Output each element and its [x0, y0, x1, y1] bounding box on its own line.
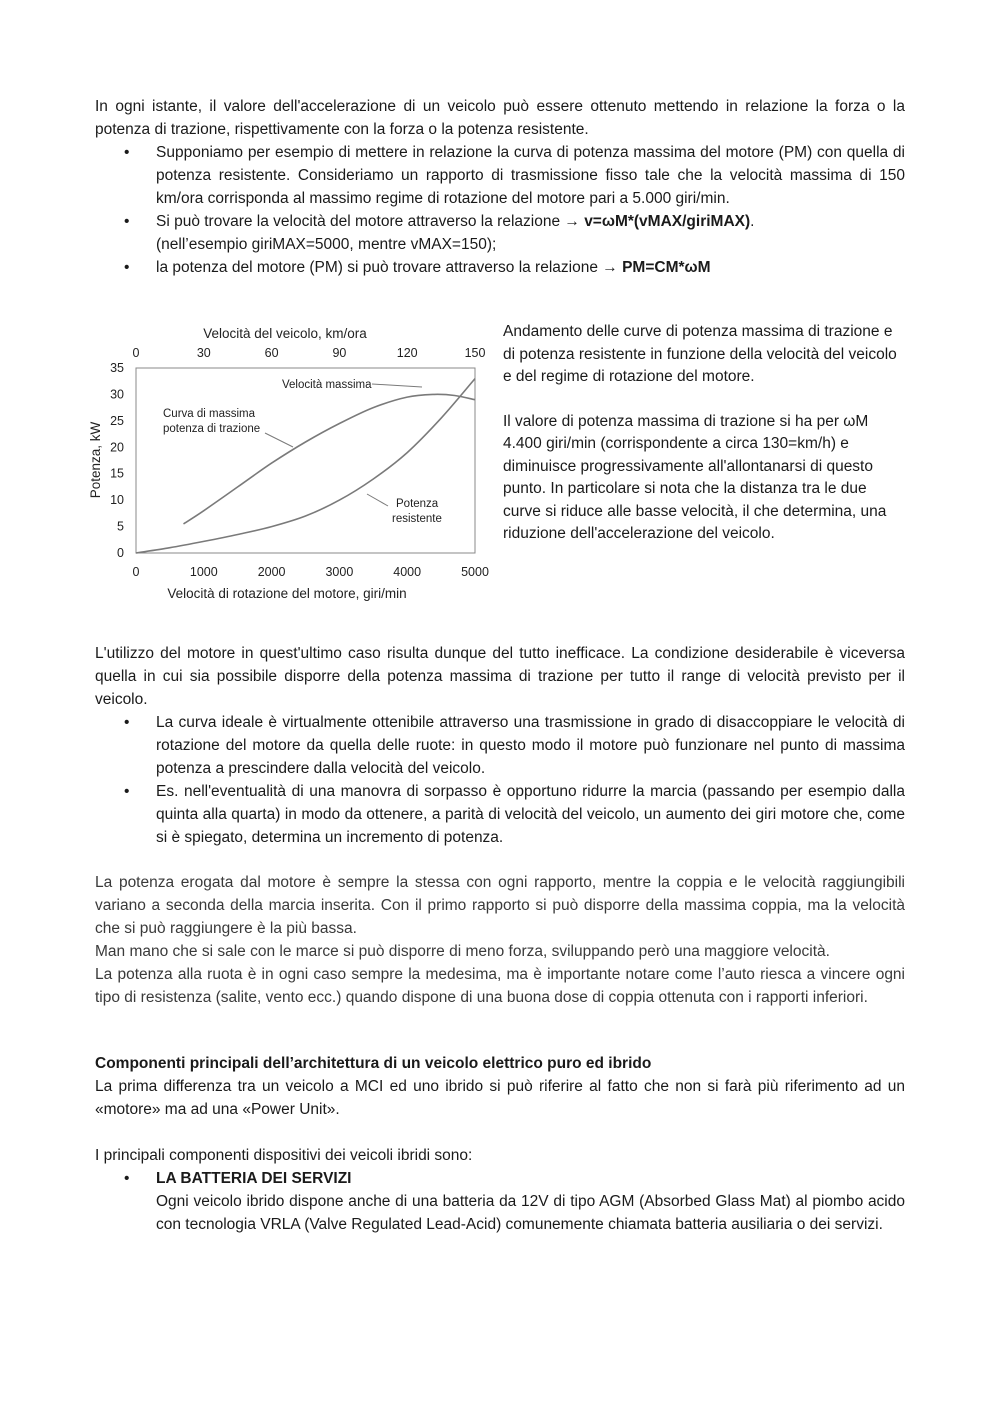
top-axis-label: Velocità del veicolo, km/ora [203, 326, 367, 341]
power-chart-svg [85, 318, 495, 608]
list-item: • La curva ideale è virtualmente ottenibile attraverso una trasmissione in grado di disaccoppiare le velocità di rotazione del motore da quella delle ruote: in questo modo il motore può funzionare nel punto di massima potenza a prescindere dalla velocità del veicolo. [95, 711, 905, 780]
intro-bullet-list [95, 141, 905, 279]
y-tick-label: 20 [110, 440, 124, 455]
part2-bullet-list [95, 711, 905, 849]
x-axis-label: Velocità di rotazione del motore, giri/min [167, 586, 407, 601]
part3-section [95, 871, 905, 1009]
part2-section [95, 642, 905, 849]
x-tick-labels [133, 565, 489, 579]
plot-frame [136, 368, 475, 553]
y-tick-label: 35 [110, 361, 124, 375]
bullet-text-end: . [750, 213, 755, 230]
caption-paragraph: Andamento delle curve di potenza massima di trazione e di potenza resistente in funzione della velocità del veicolo e del regime di rotazione del motore. [503, 323, 897, 385]
x-tick-label: 0 [132, 565, 140, 579]
annotation-leader-curva [265, 433, 293, 447]
part3-paragraph-2: Man mano che si sale con le marce si può disporre di meno forza, sviluppando però una maggiore velocità. [95, 943, 830, 960]
top-tick-label: 30 [196, 346, 211, 360]
top-tick-label: 60 [264, 346, 279, 360]
part4-section [95, 1052, 905, 1236]
y-tick-label: 25 [110, 413, 124, 428]
x-tick-label: 4000 [393, 565, 422, 579]
top-tick-labels [133, 346, 486, 360]
list-item [95, 256, 905, 279]
annotation-potenza-1: Potenza [396, 498, 439, 510]
power-chart [85, 318, 495, 608]
top-tick-label: 0 [132, 346, 140, 360]
x-tick-label: 2000 [257, 565, 286, 579]
series-line-potenza-resistente [136, 379, 475, 553]
y-tick-label: 5 [117, 519, 124, 534]
y-tick-labels [110, 361, 124, 560]
x-tick-label: 1000 [189, 565, 218, 579]
part2-paragraph: L'utilizzo del motore in quest'ultimo caso risulta dunque del tutto inefficace. La condizione desiderabile è viceversa quella in cui sia possibile disporre della potenza massima di trazione per tutto il range di velocità previsto per il veicolo. [95, 645, 905, 708]
component-title: LA BATTERIA DEI SERVIZI [156, 1170, 352, 1187]
intro-section [95, 95, 905, 279]
top-tick-label: 150 [464, 346, 486, 360]
list-item: • Es. nell'eventualità di una manovra di sorpasso è opportuno ridurre la marcia (passando per esempio dalla quinta alla quarta) in modo da ottenere, a parità di velocità del veicolo, un aumento dei giri motore che, come si è spiegato, determina un incremento di potenza. [95, 780, 905, 849]
part3-paragraph-3: La potenza alla ruota è in ogni caso sempre la medesima, ma è importante notare come l’auto riesca a vincere ogni tipo di resistenza (salite, vento ecc.) quando dispone di una buona dose di coppia ottenuta con i rapporti inferiori. [95, 966, 905, 1006]
section-heading: Componenti principali dell’architettura di un veicolo elettrico puro ed ibrido [95, 1055, 652, 1072]
intro-paragraph: In ogni istante, il valore dell'accelerazione di un veicolo può essere ottenuto mettendo in relazione la forza o la potenza di trazione, rispettivamente con la forza o la potenza resistente. [95, 98, 905, 138]
y-tick-label: 30 [110, 387, 124, 402]
component-description: Ogni veicolo ibrido dispone anche di una batteria da 12V di tipo AGM (Absorbed Glass Mat) al piombo acido con tecnologia VRLA (Valve Regulated Lead-Acid) comunemente chiamata batteria ausiliaria o dei servizi. [156, 1193, 905, 1233]
y-tick-label: 15 [110, 466, 124, 481]
bullet-example-note: (nell’esempio giriMAX=5000, mentre vMAX=150); [156, 236, 497, 253]
series-lines [136, 379, 475, 553]
annotation-leader-velocita [372, 384, 422, 387]
annotation-curva-2: potenza di trazione [163, 423, 261, 435]
list-item: • Supponiamo per esempio di mettere in relazione la curva di potenza massima del motore (PM) con quella di potenza resistente. Consideriamo un rapporto di trasmissione fisso tale che la velocità massima di 150 km/ora corrisponda al massimo regime di rotazione del motore pari a 5.000 giri/min. [95, 141, 905, 210]
components-intro: I principali componenti dispositivi dei veicoli ibridi sono: [95, 1147, 473, 1164]
annotation-potenza-2: resistente [392, 513, 442, 525]
top-tick-label: 120 [396, 346, 418, 360]
y-axis-label: Potenza, kW [88, 421, 103, 499]
annotation-curva-1: Curva di massima [163, 408, 256, 420]
x-tick-label: 5000 [461, 565, 489, 579]
x-tick-label: 3000 [325, 565, 354, 579]
bullet-text: Si può trovare la velocità del motore attraverso la relazione → [156, 213, 585, 230]
y-tick-label: 0 [117, 546, 124, 560]
part4-paragraph: La prima differenza tra un veicolo a MCI ed uno ibrido si può riferire al fatto che non si farà più riferimento ad un «motore» ma ad una «Power Unit». [95, 1078, 905, 1118]
components-list [95, 1167, 905, 1236]
bullet-text: la potenza del motore (PM) si può trovare attraverso la relazione → [156, 259, 623, 276]
top-tick-label: 90 [332, 346, 347, 360]
caption-paragraph-2: Il valore di potenza massima di trazione si ha per ωM 4.400 giri/min (corrispondente a circa 130=km/h) e diminuisce progressivamente all'allontanarsi di questo punto. In particolare si nota che la distanza tra le due curve si riduce alle basse velocità, il che determina, una riduzione dell'accelerazione del veicolo. [503, 412, 887, 542]
chart-caption [503, 321, 903, 546]
part3-paragraph-1: La potenza erogata dal motore è sempre la stessa con ogni rapporto, mentre la coppia e le velocità raggiungibili variano a seconda della marcia inserita. Con il primo rapporto si può disporre della massima coppia, ma la velocità che si può raggiungere è la più bassa. [95, 874, 905, 937]
list-item [95, 210, 905, 256]
chart-annotations [163, 379, 442, 525]
annotation-leader-potenza [367, 494, 388, 506]
y-tick-label: 10 [110, 493, 124, 508]
formula-velocity: v=ωM*(vMAX/giriMAX) [584, 213, 751, 230]
annotation-velocita-massima: Velocità massima [282, 379, 372, 391]
formula-power: PM=CM*ωM [622, 259, 711, 276]
list-item [95, 1167, 905, 1236]
